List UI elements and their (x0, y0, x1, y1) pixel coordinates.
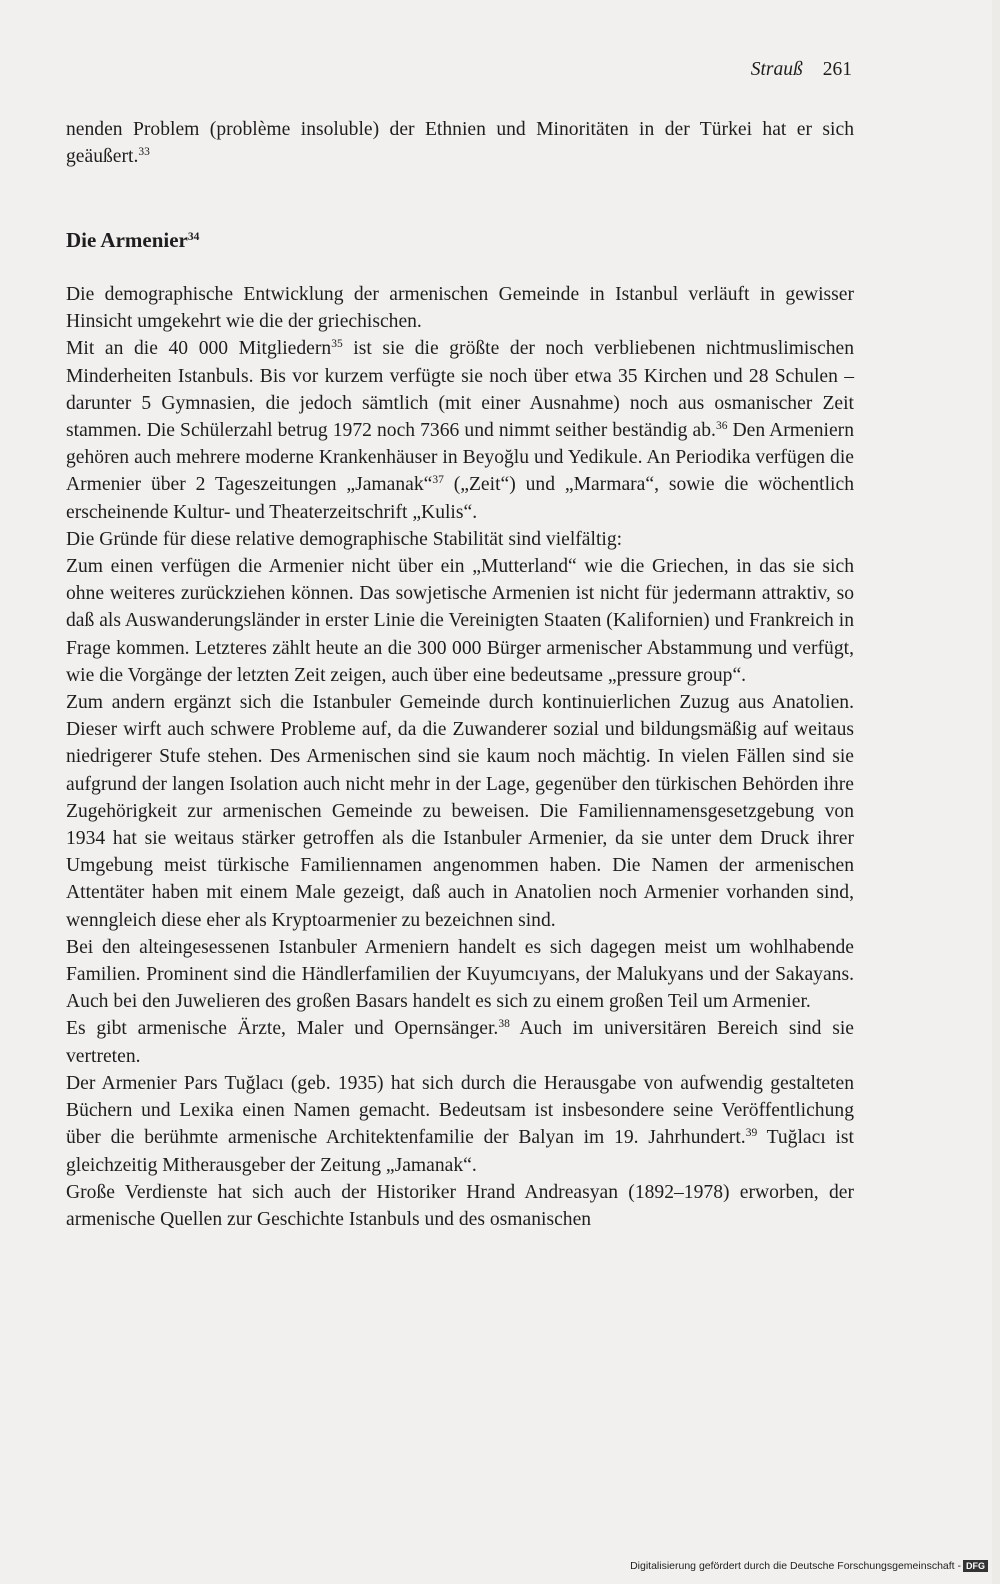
paragraph-9: Große Verdienste hat sich auch der Historiker Hrand Andreasyan (1892–1978) erworben, der armenische Quellen zur Geschichte Istanbuls und des osmanischen (66, 1181, 854, 1230)
intro-paragraph (66, 116, 854, 170)
page-number: 261 (822, 59, 852, 80)
paragraph-2-part: Mit an die 40 000 Mitgliedern (66, 338, 332, 360)
paragraph-2-part: Den Armeniern gehören auch mehrere moderne Krankenhäuser in Beyoğlu und Yedikule. An Periodika verfügen die Armenier über 2 Tageszeitungen „Jamanak“ (66, 420, 855, 496)
digitization-credit (630, 1560, 988, 1572)
section-body (66, 281, 854, 1233)
footnote-ref-38: 38 (498, 1018, 510, 1031)
section-heading-text: Die Armenier (66, 228, 188, 252)
running-head (751, 58, 852, 82)
footnote-ref-39: 39 (745, 1127, 758, 1140)
paragraph-4: Zum einen verfügen die Armenier nicht über ein „Mutterland“ wie die Griechen, in das sie sich ohne weiteres zurückziehen können. Das sowjetische Armenien ist nicht für jedermann attraktiv, so daß als Auswanderungsländer in erster Linie die Vereinigten Staaten (Kalifornien) und Frankreich in Frage kommen. Letzteres zählt heute an die 300 000 Bürger armenischer Abstammung und verfügt, wie die Vorgänge der letzten Zeit zeigen, auch über eine bedeutsame „pressure group“. (66, 556, 854, 686)
paragraph-5: Zum andern ergänzt sich die Istanbuler Gemeinde durch kontinuierlichen Zuzug aus Anatolien. Dieser wirft auch schwere Probleme auf, da die Zuwanderer sozial und bildungsmäßig auf weitaus niedrigerer Stufe stehen. Des Armenischen sind sie kaum noch mächtig. In vielen Fällen sind sie aufgrund der langen Isolation auch nicht mehr in der Lage, gegenüber den türkischen Behörden ihre Zugehörigkeit zur armenischen Gemeinde zu beweisen. Die Familiennamensgesetzgebung von 1934 hat sie weitaus stärker getroffen als die Istanbuler Armenier, da sie unter dem Druck ihrer Umgebung meist türkische Familiennamen angenommen haben. Die Namen der armenischen Attentäter haben mit einem Male gezeigt, daß auch in Anatolien noch Armenier vorhanden sind, wenngleich diese eher als Kryptoarmenier zu bezeichnen sind. (66, 692, 854, 931)
paragraph-3: Die Gründe für diese relative demographische Stabilität sind vielfältig: (66, 528, 623, 550)
footnote-ref-36: 36 (715, 420, 728, 433)
paragraph-8 (66, 1070, 854, 1179)
paragraph-2 (66, 335, 854, 525)
paragraph-8-part: Tuğlacı ist gleichzeitig Mitherausgeber der Zeitung „Jamanak“. (66, 1127, 854, 1176)
paragraph-2-part: ist sie die größte der noch verbliebenen nichtmuslimischen Minderheiten Istanbuls. Bis vor kurzem verfügte sie noch über etwa 35 Kirchen und 28 Schulen – darunter 5 Gymnasien, die jedoch sämtlich (mit einer Ausnahme) noch aus osmanischer Zeit stammen. Die Schülerzahl betrug 1972 noch 7366 und nimmt seither beständig ab. (66, 338, 854, 442)
footnote-ref-37: 37 (432, 474, 444, 487)
paragraph-7-part: Auch im universitären Bereich sind sie vertreten. (66, 1018, 854, 1067)
paragraph-7-part: Es gibt armenische Ärzte, Maler und Opernsänger. (66, 1018, 499, 1040)
paragraph-8-part: Der Armenier Pars Tuğlacı (geb. 1935) hat sich durch die Herausgabe von aufwendig gestalteten Büchern und Lexika einen Namen gemacht. Bedeutsam ist insbesondere seine Veröffentlichung über die berühmte armenische Architektenfamilie der Balyan im 19. Jahrhundert. (66, 1072, 854, 1149)
paragraph-6: Bei den alteingesessenen Istanbuler Armeniern handelt es sich dagegen meist um wohlhabende Familien. Prominent sind die Händlerfamilien der Kuyumcıyans, der Malukyans und der Sakayans. Auch bei den Juwelieren des großen Basars handelt es sich zu einem großen Teil um Armenier. (66, 936, 854, 1013)
running-head-author: Strauß (750, 59, 803, 80)
paragraph-7 (66, 1015, 854, 1069)
footnote-ref-35: 35 (331, 338, 343, 351)
digitization-credit-text: Digitalisierung gefördert durch die Deutsche Forschungsgemeinschaft - (630, 1560, 961, 1572)
paragraph-2-part: („Zeit“) und „Marmara“, sowie die wöchentlich erscheinende Kultur- und Theaterzeitschrift „Kulis“. (66, 474, 854, 523)
intro-text: nenden Problem (problème insoluble) der Ethnien und Minoritäten in der Türkei hat er sich geäußert. (66, 119, 854, 168)
footnote-ref-33: 33 (138, 146, 150, 159)
section-heading (66, 226, 199, 254)
dfg-logo: DFG (963, 1560, 988, 1572)
paragraph-1: Die demographische Entwicklung der armenischen Gemeinde in Istanbul verläuft in gewisser Hinsicht umgekehrt wie die der griechischen. (66, 284, 854, 333)
footnote-ref-34: 34 (187, 231, 200, 243)
